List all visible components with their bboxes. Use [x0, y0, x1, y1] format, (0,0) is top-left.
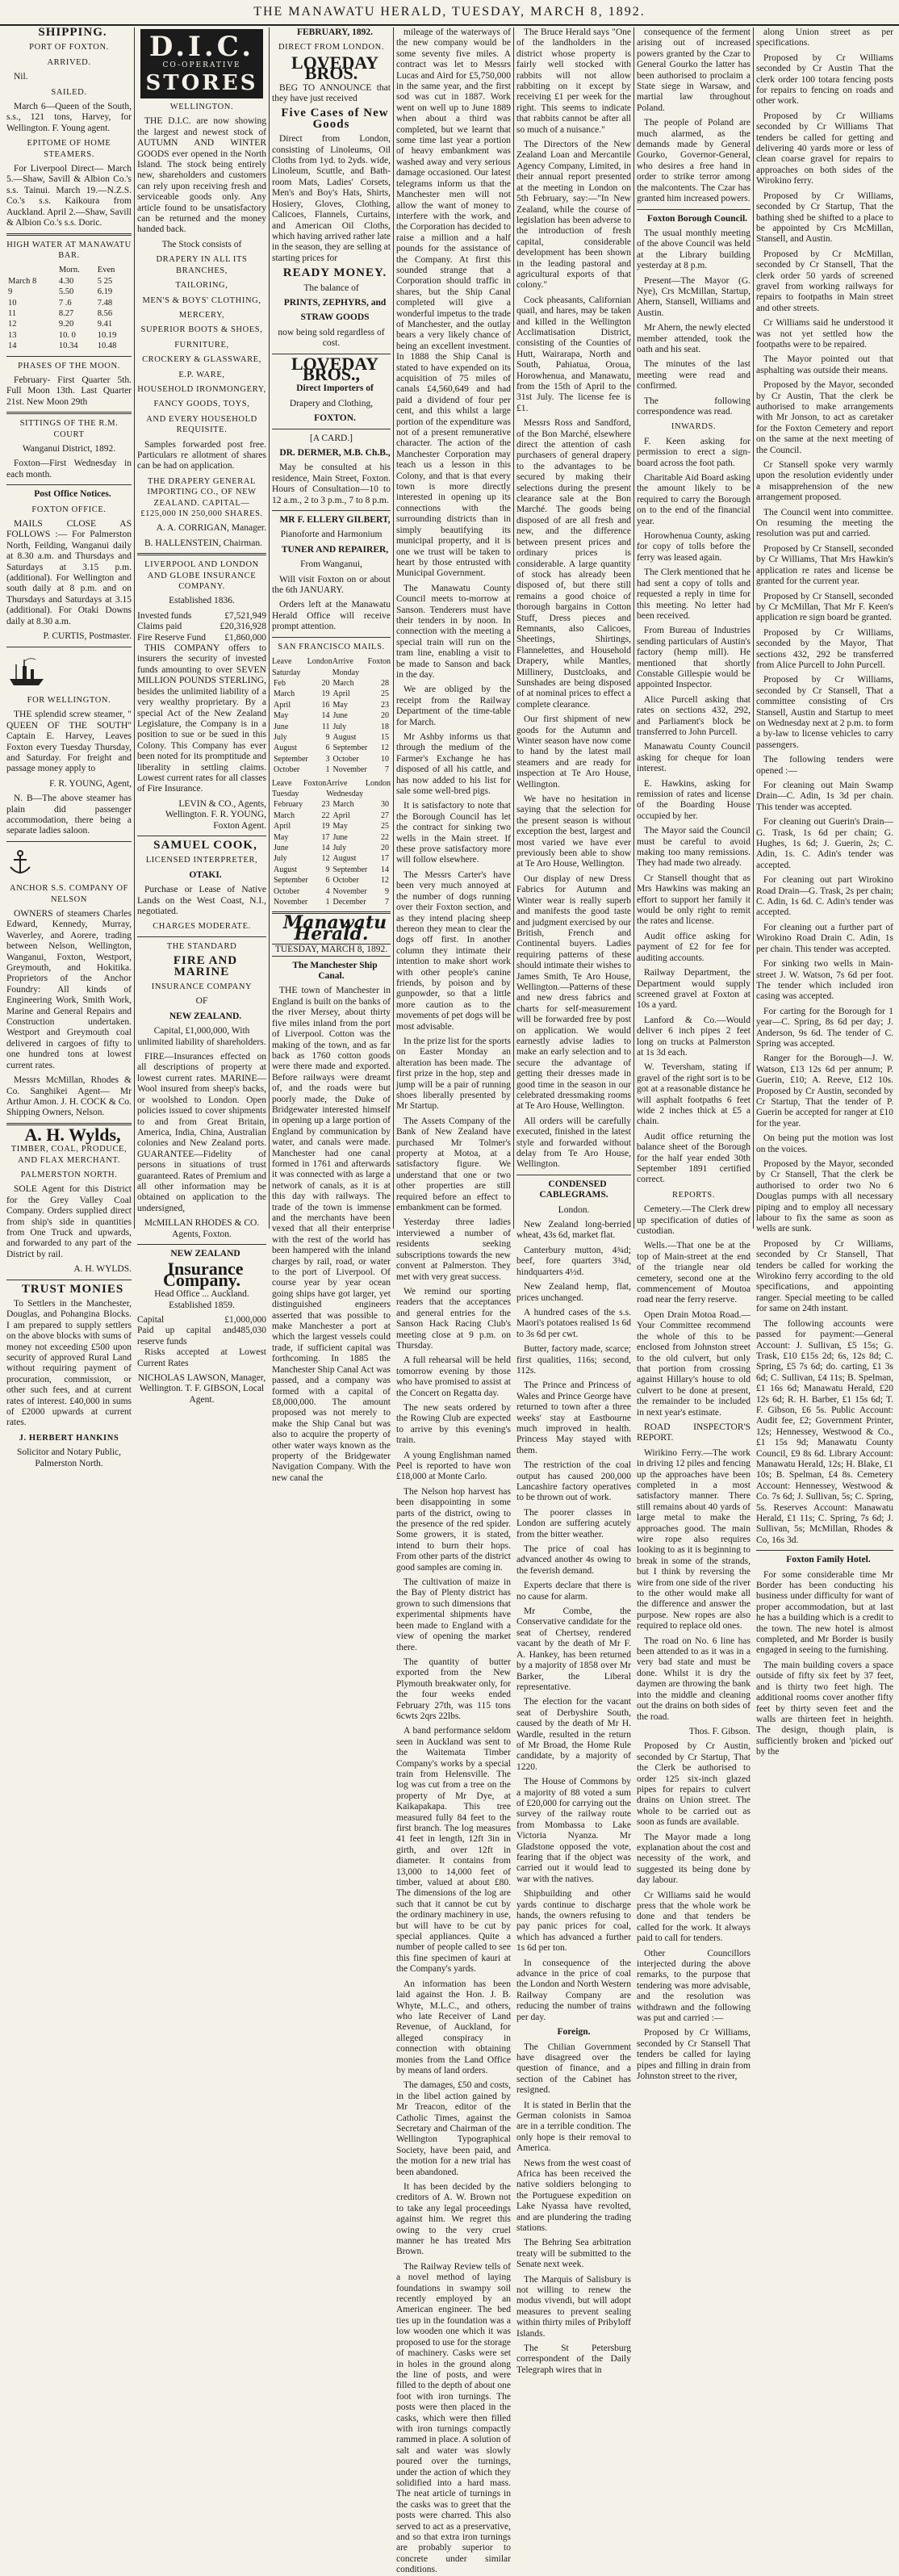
paragraph: Proposed by Cr Williams seconded by Cr Williams That tenders be called for getting and delivering 40 yards more or less of clean coarse gravel for repairs to approaches on both sides of the Wirokino ferry. [756, 111, 893, 186]
paragraph: Alice Purcell asking that rates on sections 432, 292, and Parliament's block be transferred to John Purcell. [637, 694, 751, 737]
table-row: October 1 November 7 [274, 765, 389, 775]
lpool-est: Established 1836. [169, 596, 235, 606]
table-row: June 14 July 20 [274, 844, 389, 852]
london-heading: London. [558, 1204, 590, 1215]
paragraph: Proposed by Cr Williams, seconded by Cr Stansell That tenders be called for laying pipes and filling in drain from Johnston street to the river, [637, 2028, 751, 2082]
paragraph: The quantity of butter exported from the New Plymouth breakwater only, for the four weeks ended February 27th, was 115 tons 6cwts 2qrs 22lbs. [396, 1657, 511, 1721]
list-item: FURNITURE, [174, 340, 229, 350]
paragraph: Mr Combe, the Conservative candidate for the seat of Chertsey, rendered vacant by the death of Mr F. A. Hankey, has been returned by a majority of 1858 over Mr Barker, the Liberal representative. [516, 1606, 631, 1692]
paragraph: Our first shipment of new goods for the Autumn and Winter season have now come to hand by the latest mail steamers and are ready for inspection at Te Aro House, Wellington. [516, 714, 631, 790]
trust-text: To Settlers in the Manchester, Douglas, and Pohangina Blocks. I am prepared to supply settlers on the above blocks with sums of money not exceeding £500 upon security of approved Rural Land without requiring payment of procuration, commission, or other such fees, and at current rates of interest. £40,000 in sums of £2000 upwards at current rates. [6, 1299, 132, 1428]
paragraph: Open Drain Motoa Road.—Your Committee recommend the whole of this to be enclosed from Johnston street to the old culvert, but only that portion from crossing against Hillary's house to old culvert to be done at present, the remainder to be included in next year's estimate. [637, 1309, 751, 1418]
table-row: March 8 4.30 5 25 [8, 276, 113, 286]
list-item: E.P. WARE, [178, 370, 225, 379]
list-item: MERCERY, [178, 310, 225, 320]
anchor-text: OWNERS of steamers Charles Edward, Kennedy, Murray, Waverley, and Aorere, trading between Nelson, Wellington, Wanganui, Foxton, Westport, Greymouth, and Hokitika. Proprietors of the Anchor Foundry: All kinds of Engineering Work, Smith Work, Marine and General Repairs and Construction undertaken. Westport and Greymouth coal delivered in cargoes of fifty to one hundred tons at lowest current rates. [6, 909, 132, 1070]
paragraph: The following tenders were opened :— [756, 755, 893, 776]
paragraph: Other Councillors interjected during the above remarks, to the purpose that tendering was more advisable, and the resolution was withdrawn and the following was put and carried :— [637, 1948, 751, 2024]
paragraph: It is stated in Berlin that the German colonists in Samoa are in a terrible condition. The only hope is their removal to America. [516, 2100, 631, 2154]
column-2 [137, 27, 266, 1405]
paragraph: From Bureau of Industries sending particulars of Austin's factory (hemp mill). He mentioned that shortly Constable Gillespie would be appointed Inspector. [637, 626, 751, 690]
wellington-nb: N. B—The above steamer has plain did passenger accommodation, there being a separate ladies saloon. [6, 794, 132, 836]
table-row: Feb 20 March 28 [274, 678, 389, 688]
steamers-heading: EPITOME OF HOME STEAMERS. [27, 139, 111, 159]
dic-chair: B. HALLENSTEIN, Chairman. [144, 538, 262, 548]
paragraph: The St Petersburg correspondent of the Daily Telegraph wires that in [516, 2344, 631, 2375]
paragraph: The Prince and Princess of Wales and Prince George have returned to town after a three weeks' stay at Eastbourne much improved in health. Princess May stayed with them. [516, 1380, 631, 1456]
paragraph: Butter, factory made, scarce; first qualities, 116s; second, 112s. [516, 1344, 631, 1376]
paragraph: along Union street as per specifications. [756, 27, 893, 48]
trust-heading: TRUST MONIES [21, 1282, 124, 1296]
herald-date: TUESDAY, MARCH 8, 1892. [272, 944, 391, 956]
arrived-label: ARRIVED. [47, 57, 91, 67]
table-row: June 11 July 18 [274, 722, 389, 731]
loveday-ready: READY MONEY. [282, 266, 387, 280]
column-5 [516, 27, 631, 2375]
paragraph: Audit office asking for payment of £2 for fee for auditing accounts. [637, 931, 751, 963]
paragraph: The Council went into committee. On resuming the meeting the resolution was put and carried. [756, 507, 893, 539]
paragraph: Railway Department, the Department would supply screened gravel at Foxton at 10s a yard. [637, 968, 751, 1011]
mails-heading: SAN FRANCISCO MAILS. [278, 642, 385, 651]
paragraph: For carting for the Borough for 1 year—C. Spring, 8s 6d per day; J. Anderson, 9s 6d. The tender of C. Spring was accepted. [756, 1006, 893, 1049]
paragraph: The Messrs Carter's have been very much annoyed at the number of dogs running over their Foxton section, and as they intend placing sheep thereon they mean to clear the dogs off first. In another column they intimate their intention to make short work with other people's canine friends, by poison and by gunpowder, so that a little more caution as to the movements of pet dogs will be most advisable. [396, 869, 511, 1032]
standard-heading-3: INSURANCE COMPANY [151, 982, 253, 992]
mails-table-2 [272, 799, 391, 907]
anchor-sign: Messrs McMillan, Rhodes & Co. Sanghikei Agent— Mr Arthur Amon. J. H. COCK & Co. Shipping Owners, Nelson. [6, 1075, 132, 1118]
table-row: Invested funds £7,521,949 [137, 610, 266, 621]
table-row: August 9 September 14 [274, 865, 389, 874]
loveday-straw: STRAW GOODS [300, 312, 370, 323]
mails-table-1 [272, 678, 391, 776]
paragraph: The usual monthly meeting of the above Council was held at the Library building yesterday at 8 p.m. [637, 228, 751, 271]
foreign-heading: Foreign. [557, 2027, 591, 2038]
paragraph: The cultivation of maize in the Bay of Plenty district has grown to such dimensions that experimental shipments have been made to England with a view of opening the market there. [396, 1577, 511, 1652]
paragraph: Shipbuilding and other yards continue to discharge hands, the owners refusing to pay panic prices for coal, which has advanced a further 1s 6d per ton. [516, 1889, 631, 1954]
ellery-sub: Pianoforte and Harmonium [280, 530, 383, 540]
paragraph: We remind our sporting readers that the acceptances and general entries for the Sanson Hack Racing Club's meeting close at 9 p.m. on Thursday. [396, 1286, 511, 1351]
moon-heading: PHASES OF THE MOON. [18, 361, 120, 371]
column-1 [6, 26, 132, 1468]
paragraph: The poorer classes in London are suffering acutely from the bitter weather. [516, 1507, 631, 1539]
steamers-text: For Liverpool Direct— March 5.—Shaw, Savill & Albion Co.'s s.s. Tainui. March 19.—N.Z.S. Co.'s s.s. Kaikoura from Auckland. April 2.—Shaw, Savill & Albion Co.'s s.s. Doric. [6, 164, 132, 228]
lpool-heading: LIVERPOOL AND LONDON AND GLOBE INSURANCE COMPANY. [144, 560, 259, 592]
dic-text: THE D.I.C. are now showing the largest and newest stock of AUTUMN AND WINTER GOODS ever opened in the North Island. The stock being entirely new, shareholders and customers can rely upon receiving fresh and serviceable goods only. Any article found to be unsatisfactory can be returned and the money handed back. [137, 116, 266, 235]
table-row: February 23 March 30 [274, 800, 389, 810]
column-6 [637, 27, 751, 2082]
loveday-cases: Five Cases of New Goods [281, 107, 389, 131]
paragraph: Canterbury mutton, 4¾d; beef, fore quarters 3¾d, hindquarters 4½d. [516, 1245, 631, 1277]
column-7 [756, 27, 893, 1757]
paragraph: Messrs Ross and Sandford, of the Bon Marché, elsewhere direct the attention of cash purchasers of general drapery to the advantages to be secured by making their selections during the present clearance sale at the Bon Marché. The goods being disposed of are all fresh and new, and the difference between present prices and ordinary prices is considerable. A large quantity of stock has already been disposed of, but there still remains a good choice of thorough bargains in Cotton Stuff, Dress pieces and Remnants, also Calicoes, Sheetings, Shirtings, Flannelettes, and Household Drapery, while Mantles, Millinery, Dustcloaks, and Sunshades are being disposed of at nominal prices to effect a complete clearance. [516, 418, 631, 710]
lpool-sign: LEVIN & CO., Agents, Wellington. F. R. YOUNG, Foxton Agent. [165, 798, 266, 831]
loveday-heading: LOVEDAY BROS. [291, 52, 378, 84]
paragraph: The Mayor made a long explanation about the cost and necessity of the work, and suggested its being done by day labour. [637, 1832, 751, 1886]
hankins-name: J. HERBERT HANKINS [19, 1433, 119, 1443]
table-row: 12 9.20 9.41 [8, 320, 113, 329]
paragraph: The damages, £50 and costs, in the libel action gained by Mr Treacon, editor of the Catholic Times, against the Secretary and Chairman of the Wellington Typographical Society, have been paid, and the motion for a new trial has been abandoned. [396, 2080, 511, 2177]
ellery-text: Will visit Foxton on or about the 6th JANUARY. [272, 574, 391, 596]
loveday2-town: FOXTON. [314, 413, 356, 424]
list-item: CROCKERY & GLASSWARE, [142, 355, 261, 365]
table-row: April 16 May 23 [274, 700, 389, 710]
po-sub: FOXTON OFFICE. [31, 505, 107, 514]
paragraph: For some considerable time Mr Border has been conducting his business under difficulty for want of proper accommodation, but at last he has a building which is a credit to the town. The new hotel is almost completed, and Mr Border is busily engaged in seeing to the furnishing. [756, 1569, 893, 1656]
paragraph: Lanford & Co.—Would deliver 6 inch pipes 2 feet long on trucks at Palmerston at 1s 3d each. [637, 1015, 751, 1058]
paragraph: The following correspondence was read. [637, 396, 751, 417]
paragraph: For cleaning out Main Swamp Drain—C. Adin, 1s 3d per chain. This tender was accepted. [756, 781, 893, 812]
steamer-icon [6, 655, 47, 689]
table-row: 11 8.27 8.56 [8, 308, 113, 318]
cook-heading: SAMUEL COOK, [153, 838, 257, 852]
paragraph: mileage of the waterways of the new company would be some seventy five miles. A contract was let to Messrs Lucas and Aird for £5,750,000 in the same year, and the first sod was cut in 1887. Work went on well up to June 1889 when about a third was completed, but we learnt that some time last year a portion of heavy embankment was washed away and very serious damage occasioned. Our latest telegrams inform us that the Manchester men will not allow the want of money to interfere with the work, and the Corporation has decided to raise a million and a half pounds for the assistance of the Company. At first this sounded strange that a Corporation should traffic in shares, but the Ship Canal completed will give a wonderful impetus to the trade of Manchester, and the outlay bears a very likely chance of being an excellent investment. In 1888 the Ship Canal is stated to have expended on its acquisition of 75 miles of canals £4,560,649 and had paid a dividend of four per cent, and this whilst a large portion of the expenditure was not of a present remunerative character. The action of the Manchester Corporation may teach us a lesson in this Colony, and that is that every town is more directly interested in opening up its connections with the surrounding districts than in simply beautifying its municipal property, and it is one we trust will be taken to heart by those entrusted with Municipal Government. [396, 27, 511, 579]
paragraph: Proposed by Cr Williams, seconded by Cr Stansell, That tenders be called for working the Wirokino ferry according to the old specifications, and appointing ranger. Special meeting to be called for same on 24th instant. [756, 1238, 893, 1314]
loveday2-trade: Drapery and Clothing, [289, 398, 374, 408]
paragraph: The Mayor said the Council must be careful to avoid making too many remissions. They had made two already. [637, 826, 751, 869]
council-heading: Foxton Borough Council. [646, 213, 748, 224]
direct-heading: DIRECT FROM LONDON. [278, 43, 385, 52]
tide-heading: HIGH WATER AT MANAWATU BAR. [6, 240, 132, 260]
hankins-sub: Solicitor and Notary Public, Palmerston North. [16, 1447, 122, 1468]
paragraph: Mr Ahern, the newly elected member attended, took the oath and his seat. [637, 323, 751, 354]
table-row: September 3 October 10 [274, 754, 389, 764]
paragraph: The Chilian Government have disagreed over the question of finance, and a section of the Cabinet has resigned. [516, 2042, 631, 2096]
table-row: July 12 August 17 [274, 854, 389, 864]
paragraph: A band performance seldom seen in Auckland was sent to the Waitemata Timber Company's works by a special train from Helensville. The log was cut from a tree on the property of Mr Dye, at Kaikapakapa. This tree measured fully 84 feet to the first branch. The log measures 41 feet in length, 12ft 3in in girth, and over 12ft in diameter. It contains from 13,000 to 14,000 feet of timber, valued at about £80. The dimensions of the log are such that it cannot be cut by the ordinary machinery in use, but will have to be cut by special appliances. Quite a number of people called to see this fine specimen of kauri at the Company's yards. [396, 1726, 511, 1975]
paragraph: Proposed by the Mayor, seconded by Cr Austin, That the clerk be authorised to make arrangements with Mr Jonson, to act as caretaker for the Foxton Cemetery and report on the same at the next meeting of the Council. [756, 380, 893, 455]
paragraph: Charitable Aid Board asking the amount likely to be required to carry the Borough on to the end of the financial year. [637, 473, 751, 526]
paragraph: The Nelson hop harvest has been disappointing in some parts of the district, owing to the presence of the red spider. Some growers, it is stated, intend to burn their hops. From other parts of the district good samples are coming in. [396, 1486, 511, 1573]
paragraph: We have no hesitation in saying that the selection for the present season is without exception the best, largest and most varied we have ever previously been able to show at Te Aro House, Wellington. [516, 794, 631, 869]
paragraph: New Zealand long-berried wheat, 43s 6d, market flat. [516, 1220, 631, 1241]
column-rule [134, 27, 135, 1229]
arrived-text: Nil. [14, 72, 28, 82]
column-3 [272, 27, 391, 1483]
table-row: Fire Reserve Fund £1,860,000 [137, 632, 266, 643]
standard-capital: Capital, £1,000,000, With unlimited liability of shareholders. [137, 1026, 266, 1047]
paragraph: For cleaning out Guerin's Drain—G. Trask, 1s 6d per chain; G. Hughes, 1s 6d; J. Guerin, 2s; C. Adin, 1s. C. Adin's tender was accepted. [756, 817, 893, 870]
dic-company: THE DRAPERY GENERAL IMPORTING CO., OF NEW ZEALAND. CAPITAL—£125,000 IN 250,000 SHARES. [140, 476, 263, 518]
table-row: March 22 April 27 [274, 810, 389, 820]
paragraph: We are obliged by the receipt from the Railway Department of the time-table for March. [396, 685, 511, 727]
paragraph: It is satisfactory to note that the Borough Council has let the contract for sinking two wells in the Main street. If these prove satisfactory more will follow elsewhere. [396, 801, 511, 865]
mails-header-1: Leave London Saturday Arrive Foxton Monday [272, 657, 391, 677]
paragraph: The House of Commons by a majority of 88 voted a sum of £20,000 for carrying out the survey of the railway route from Mombassa to Lake Victoria Nyanza. Mr Gladstone opposed the vote, fearing that if the object was carried out it would lead to war with the natives. [516, 1777, 631, 1884]
tide-table: Morn. Even March 8 4.30 5 25 9 5.50 6.19 10 7 .6 7.48 11 8.27 8.56 12 9.20 9.41 13 10. 0 10.19 14 10.34 10.48 [6, 265, 132, 351]
wylds-sign: A. H. WYLDS. [73, 1264, 132, 1275]
canal-text: THE town of Manchester in England is built on the banks of the river Mersey, about thirty five miles inland from the port of Liverpool. Cotton was the making of the town, and as far back as 1760 cotton goods were there made and exported. Before railways were dreamt of, and the roads were but poorly made, the Duke of Bridgewater interested himself in opening up a large portion of England by communication by water, and canals were made. Manchester had one canal formed in 1761 and afterwards it was connected with as large a network of canals, as it is at this day with railways. The trade of the town is immense and the merchants have been vexed that all their enterprise with the rest of the world has been hampered with the inland charges by rail, road, or water to the port of Liverpool. Of course year by year ocean going ships have got larger, yet distinguished engineers asserted that was possible to make Manchester a port at which the largest vessels could trade, if sufficient capital was forthcoming. In 1885 the Manchester Ship Canal Act was passed, and a company was formed with a capital of £8,000,000. The amount proposed was not merely to make the Ship Canal but was also to acquire the property of other water ways known as the property of the Bridgewater Navigation Company. With the new canal the [272, 986, 391, 1483]
canal-heading: The Manchester Ship Canal. [292, 960, 378, 982]
table-row: April 19 May 25 [274, 822, 389, 831]
wellington-sign: F. R. YOUNG, Agent, [49, 778, 132, 789]
table-row: May 14 June 20 [274, 711, 389, 721]
list-item: AND EVERY HOUSEHOLD REQUISITE. [146, 414, 257, 435]
dic-manager: A. A. CORRIGAN, Manager. [156, 523, 266, 534]
sailed-text: March 6—Queen of the South, s.s., 121 tons, Harvey, for Wellington. F. Young agent. [6, 102, 132, 133]
paragraph: For cleaning out a further part of Wirokino Road Drain C. Adin, 1s per chain. This tender was accepted. [756, 922, 893, 954]
sailed-label: SAILED. [51, 87, 87, 97]
paragraph: Audit office returning the balance sheet of the Borough for the half year ended 30th September 1891 certified correct. [637, 1131, 751, 1185]
table-row: Claims paid £20,316,928 [137, 622, 266, 632]
paragraph: Mr Ashby informs us that through the medium of the Farmer's Exchange he has disposed of all his cattle, and has now added to his list for sale some well-bred pigs. [396, 732, 511, 797]
po-heading: Post Office Notices. [34, 489, 111, 500]
table-row: November 1 December 7 [274, 898, 389, 907]
dic-logo: D.I.C. CO-OPERATIVE STORES [140, 29, 263, 98]
paragraph: A hundred cases of the s.s. Maori's potatoes realised 1s 6d to 3s 6d per cwt. [516, 1307, 631, 1339]
ellery-from: From Wanganui, [300, 559, 362, 570]
paragraph: F. Keen asking for permission to erect a sign-board across the foot path. [637, 436, 751, 468]
table-row: August 6 September 12 [274, 743, 389, 753]
paragraph: Present—The Mayor (G. Nye), Crs McMillan, Startup, Ahern, Stansell, Williams and Austin. [637, 275, 751, 318]
loveday-prints: PRINTS, ZEPHYRS, and [283, 297, 387, 308]
dic-samples: Samples forwarded post free. Particulars re allotment of shares can be had on application. [137, 439, 266, 471]
table-row: Capital £1,000,000 [137, 1315, 266, 1325]
paragraph: Proposed by Cr Williams, seconded by Cr Stansell, That a committee consisting of Crs Stansell, Austin and Startup to meet on Wednesday next at 2 p.m. to form a by-law to license vehicles to carry passengers. [756, 675, 893, 750]
paragraph: The following accounts were passed for payment:—General Account: J. Sullivan, £5 15s; G. Trask, £10 £15s 2d; 6s, 12s 8d; C. Spring, £5 7s 6d; do. carting, £1 3s 6d; C. Sullivan, £4 11s; B. Spelman, £1 16s 6d; Manawatu Herald, £20 12s 6d; R. H. Barber, £1 15s 6d; T. F. Gibson, £6 5s. Public Account: Audit fee, £2; Government Printer, 12s; Hennessey, Westwood & Co., £1 15s 9d; Manawatu County Council, £9 8s 6d. Library Account: Manawatu Herald, 12s; H. Blake, £1 10s; B. Spelman, £4 8s. Cemetery Account: Hennessey, Westwood & Co. 7s 6d; J. Sullivan, 5s; C. Spring, 5s. Reserves Account: Manawatu Herald, £1 11s; C. Spring, 7s 6d; J. Sullivan, 5s; McMillan, Rhodes & Co, 16s 3d. [756, 1318, 893, 1545]
paragraph: Cemetery.—The Clerk drew up specification of duties of custodian. [637, 1204, 751, 1237]
table-row: 13 10. 0 10.19 [8, 330, 117, 340]
paragraph: For sinking two wells in Main-street J. W. Watson, 7s 6d per foot. The tender which included iron casing was accepted. [756, 959, 893, 1002]
table-row: October 4 November 9 [274, 886, 389, 896]
lpool-text: THIS COMPANY offers to insurers the security of invested funds amounting to over SEVEN MILLION POUNDS STERLING, besides the unlimited liability of a very wealthy proprietary. By a special Act of the New Zealand Legislature, the Company is in a position to sue or be sued in this Colony. This Company has ever been noted for its promptitude and liberality in settling claims. Lowest current rates for all classes of Fire Insurance. [137, 643, 266, 794]
standard-heading: THE STANDARD [166, 941, 237, 951]
paragraph: An information has been laid against the Hon. J. B. Whyte, M.L.C., and others, who late Receiver of Land Revenue, of Auckland, for alleged conspiracy in connection with obtaining monies from the Land Office by means of land orders. [396, 1979, 511, 2075]
hotel-heading: Foxton Family Hotel. [786, 1555, 871, 1565]
card-label: [A CARD.] [309, 433, 353, 443]
wellington-text: THE splendid screw steamer, " QUEEN OF THE SOUTH" Captain E. Harvey, Leaves Foxton every Tuesday Thursday, and Saturday. For freight and passage money apply to [6, 710, 132, 774]
paragraph: The Manawatu County Council meets to-morrow at Sanson. Tenderers must have their tenders in by noon. In connection with the meeting a special train will run on the tram line, enabling a visit to be made to Sanson and back in the day. [396, 583, 511, 680]
paragraph: Cr Stansell thought that as Mrs Hawkins was making an effort to support her family it would be only right to remit the rates and license. [637, 873, 751, 927]
feb-heading: FEBRUARY, 1892. [296, 27, 374, 37]
anchor-heading: ANCHOR S.S. COMPANY OF NELSON [10, 884, 128, 904]
wylds-town: PALMERSTON NORTH. [20, 1170, 118, 1179]
moon-text: February- First Quarter 5th. Full Moon 13th. Last Quarter 21st. New Moon 29th [6, 375, 132, 407]
nzins-heading: NEW ZEALAND [170, 1248, 240, 1259]
list-item: HOUSEHOLD IRONMONGERY, [137, 384, 266, 394]
paragraph: Cock pheasants, Californian quail, and hares, may be taken and killed in the Wellington Acclimatisation District, consisting of the Counties of Hutt, Wairarapa, North and South, Pahiatua, Oroua, Horowhenua, and Manawatu, from the 15th of April to the 31st July. The license fee is £1. [516, 295, 631, 413]
column-rule [393, 27, 394, 1229]
paragraph: The Clerk mentioned that he had sent a copy of tolls and requested a reply in time for this meeting. No letter had been received. [637, 568, 751, 621]
paragraph: The new seats ordered by the Rowing Club are expected to arrive by this evening's train. [396, 1402, 511, 1446]
paragraph: All orders will be carefully executed, finished in the latest style and forwarded without delay from Te Aro House, Wellington. [516, 1116, 631, 1170]
standard-heading-2: FIRE AND MARINE [173, 954, 238, 978]
nzins-office: Head Office ... Auckland. Established 1859. [154, 1289, 249, 1310]
nzins-heading-2: Insurance Company. [163, 1259, 244, 1290]
loveday2-heading: LOVEDAY BROS., [291, 353, 378, 384]
paragraph: The Assets Company of the Bank of New Zealand have purchased Mr Tolmer's property at Motoa, at a satisfactory figure. We understand that one or two other properties are still required before an effect to embankment can be formed. [396, 1116, 511, 1213]
paragraph: Ranger for the Borough—J. W. Watson, £13 12s 6d per annum; P. Guerin, £10; A. Reeve, £12 10s. Proposed by Cr Austin, seconded by Cr Startup, That the tender of P. Guerin be accepted for ranger at £10 for the year. [756, 1053, 893, 1129]
paragraph: Cr Williams said he understood it was not yet settled how the footpaths were to be repaired. [756, 318, 893, 350]
list-item: TAILORING, [175, 281, 228, 291]
anchor-icon [6, 849, 34, 877]
cook-sub: LICENSED INTERPRETER, [145, 856, 258, 865]
paragraph: Proposed by Cr McMillan, seconded by Cr Stansell, That the clerk order 50 yards of screened gravel from working railways for repairs to footpaths in Main street and other streets. [756, 249, 893, 313]
inwards-heading: INWARDS. [671, 422, 717, 432]
court-sub: Wanganui District, 1892. [22, 444, 116, 454]
column-rule [269, 27, 270, 1229]
loveday-body: Direct from London, consisting of Linoleums, Oil Cloths from 1yd. to 2yds. wide, Linoleum, Scuttle, and Bath-room Mats, Ladies' Corsets, Men's and Boy's Hats, Shirts, Hosiery, Gloves, Clothing, Calicoes, Flannels, Curtains, and American Oil Cloths, which having arrived rather late in the season, they are selling at starting prices for [272, 134, 391, 263]
masthead: THE MANAWATU HERALD, TUESDAY, MARCH 8, 1892. [0, 5, 899, 26]
loveday-text: BEG TO ANNOUNCE that they have just received [272, 82, 391, 104]
court-heading: SITTINGS OF THE R.M. COURT [19, 419, 119, 439]
paragraph: Wirikino Ferry.—The work in driving 12 piles and fencing up the approaches have been completed in a most satisfactory manner. There still remains about 40 yards of large metal to make the approaches good. The main wire rope also requires looking to as it is beginning to break in some of the strands, but I think by reversing the wire from one side of the river to the other would make all the difference and answer the purpose. New ropes are also required to replace old ones. [637, 1447, 751, 1631]
paragraph: The Directors of the New Zealand Loan and Mercantile Agency Company, Limited, in their annual report presented at the meeting in London on 5th February, say:—"In New Zealand, while the course of legislation has been adverse to the introduction of fresh capital, considerable development has been shown in the leading pastoral and agricultural exports of that colony." [516, 140, 631, 291]
column-rule [633, 27, 634, 1229]
paragraph: Proposed by Cr Williams seconded by Cr Austin That the clerk order 100 totara fencing posts for repairs to fencing on roads and other work. [756, 52, 893, 107]
paragraph: A full rehearsal will be held tomorrow evening by those who have promised to assist at the Concert on Regatta day. [396, 1355, 511, 1398]
paragraph: W. Teversham, stating if gravel of the right sort is to be got at a reasonable distance he will asphalt footpaths 6 feet wide 2 inches thick at £5 a chain. [637, 1062, 751, 1127]
standard-sign: McMILLAN RHODES & CO. Agents, Foxton. [144, 1218, 260, 1239]
paragraph: Proposed by Cr Stansell, seconded by Cr McMillan, That Mr F. Keen's application re sign board be granted. [756, 591, 893, 623]
table-row: 14 10.34 10.48 [8, 341, 117, 351]
mails-header-2: Leave Foxton Tuesday Arrive London Wednesday [272, 778, 391, 798]
list-item: MEN'S & BOYS' CLOTHING, [142, 295, 261, 305]
paragraph: Experts declare that there is no cause for alarm. [516, 1581, 631, 1602]
paragraph: The main building covers a space outside of fifty six feet by 37 feet, and is thirty two feet high. The additional rooms cover another fifty feet by thirty seven feet and the walls are thirteen feet in heighth. The design, though plain, is sufficiently broken and 'picked out' by the [756, 1660, 893, 1757]
column-rule [513, 27, 514, 1229]
paragraph: In the prize list for the sports on Easter Monday an alteration has been made. The first prize in the hop, step and jump will be a pair of running shoes liberally presented by Mr Startup. [396, 1036, 511, 1112]
ellery-orders: Orders left at the Manawatu Herald Office will receive prompt attention. [272, 600, 391, 632]
nzins-text: Risks accepted at Lowest Current Rates [137, 1347, 266, 1368]
list-item: SUPERIOR BOOTS & SHOES, [140, 325, 263, 335]
loveday-balance: The balance of [303, 283, 359, 293]
cook-fee: CHARGES MODERATE. [153, 922, 251, 932]
cable-heading: CONDENSED CABLEGRAMS. [539, 1179, 608, 1200]
paragraph: E. Hawkins, asking for remission of rates and license of the Boarding House occupied by her. [637, 778, 751, 821]
paragraph: Proposed by Cr Austin, seconded by Cr Startup, That the Clerk be authorised to order 125 six-inch glazed pipes for repairs to culvert drains on Union street. The whole to be carried out as soon as funds are available. [637, 1741, 751, 1828]
paragraph: In consequence of the advance in the price of coal the London and North Western Railway Company are reducing the number of trains per day. [516, 1958, 631, 2022]
table-row: 9 5.50 6.19 [8, 287, 113, 297]
standard-of: OF [195, 996, 208, 1007]
paragraph: Proposed by Cr Stansell, seconded by Cr Williams, That Mrs Hawkin's application re rates and license be granted for the current year. [756, 543, 893, 587]
paragraph: For cleaning out part Wirokino Road Drain—G. Trask, 2s per chain; C. Adin, 1s 6d. C. Adin's tender was accepted. [756, 875, 893, 918]
table-row: Paid up capital and reserve funds 485,030 [137, 1326, 266, 1347]
paragraph: Manawatu County Council asking for cheque for loan interest. [637, 742, 751, 774]
table-row: September 6 October 12 [274, 876, 389, 886]
paragraph: The Behring Sea arbitration treaty will be submitted to the Senate next week. [516, 2238, 631, 2270]
paragraph: Proposed by Cr Williams, seconded by the Mayor, That sections 432, 292 be transferred from Alice Purcell to John Purcell. [756, 627, 893, 670]
loveday-now: now being sold regardless of cost. [278, 327, 385, 349]
nzins-sign: NICHOLAS LAWSON, Manager, Wellington. T. F. GIBSON, Local Agent. [137, 1373, 266, 1405]
cook-town: OTAKI. [189, 869, 222, 880]
table-row: March 19 April 25 [274, 689, 389, 699]
wylds-text: SOLE Agent for this District for the Grey Valley Coal Company. Orders supplied direct from ship's side in quantities from One Truck and upwards, and forwarded to any part of the District by rail. [6, 1184, 132, 1259]
paragraph: Yesterday three ladies interviewed a number of residents seeking subscriptions towards the new convent at Palmerston. They met with very great success. [396, 1217, 511, 1282]
paragraph: Cr Stansell spoke very warmly upon the resolution evidently under a misapprehension of the new arrangement proposed. [756, 460, 893, 503]
paragraph: Proposed by the Mayor, seconded by Cr Stansell, That the clerk be authorised to order two No 6 Douglas pumps with all necessary piping and to employ all necessary labour to fix the same as soon as wells are sunk. [756, 1159, 893, 1234]
paragraph: Proposed by Cr Williams, seconded by Cr Startup, That the bathing shed be shifted to a place to be appointed by Crs McMillan, Stansell, and Austin. [756, 191, 893, 245]
paragraph: It has been decided by the creditors of A. W. Brown not to take any legal proceedings against him. We regret this owing to the very cruel manner he has treated Mrs Brown. [396, 2182, 511, 2257]
paragraph: Horowhenua County, asking for copy of tolls before the ferry was leased again. [637, 531, 751, 563]
paragraph: News from the west coast of Africa has been received the native soldiers belonging to the Portuguese expedition on Lake Nyassa have revolted, and are plundering the trading stations. [516, 2158, 631, 2233]
paragraph: The election for the vacant seat of Derbyshire South, caused by the death of Mr H. Wardle, resulted in the return of Mr Broad, the Home Rule candidate, by a majority of 1220. [516, 1697, 631, 1772]
column-4 [396, 27, 511, 2575]
paragraph: Our display of new Dress Fabrics for Autumn and Winter wear is really superb and manifests the good taste and judgment exercised by our British, French and Continental buyers. Ladies requiring patterns of these should intimate their wishes to James Smith, Te Aro House, Wellington.—Patterns of these and new dress fabrics and charts for self-measurement will be forwarded free by post on application. We would earnestly advise ladies to make an early selection and to secure the advantage of getting their dresses made in good time in the season in our celebrated dressmaking rooms at Te Aro House, Wellington. [516, 873, 631, 1112]
cook-text: Purchase or Lease of Native Lands on the West Coast, N.I., negotiated. [137, 885, 266, 916]
paragraph: The people of Poland are much alarmed, as the demands made by General Gourko, Governor-General, who desires a free hand in order to strike terror among the malcontents. The Czar has granted him increased powers. [637, 118, 751, 204]
table-row: May 17 June 22 [274, 832, 389, 842]
court-text: Foxton—First Wednesday in each month. [6, 459, 132, 480]
paragraph: The Bruce Herald says "One of the landholders in the district whose property is fairly well stocked with rabbits will not allow rabbiting on it except by receiving £1 per week for the right. This seems to indicate that rabbits cannot be after all so much of a nuisance." [516, 27, 631, 135]
reports-heading: REPORTS. [672, 1190, 715, 1200]
port-heading: PORT OF FOXTON. [29, 43, 109, 52]
paragraph: The minutes of the last meeting were read and confirmed. [637, 359, 751, 392]
dic-city: WELLINGTON. [169, 103, 234, 111]
paragraph: A young Englishman named Peel is reported to have won £18,000 at Monte Carlo. [396, 1450, 511, 1482]
list-item: DRAPERY IN ALL ITS BRANCHES, [156, 255, 248, 275]
paragraph: The price of coal has advanced another 4s owing to the feverish demand. [516, 1544, 631, 1576]
paragraph: The Marquis of Salisbury is not willing to renew the modus vivendi, but will adopt measures to prevent sealing within thirty miles of Pribyloff Islands. [516, 2274, 631, 2339]
paragraph: On being put the motion was lost on the voices. [756, 1133, 893, 1154]
table-row: July 9 August 15 [274, 732, 389, 742]
paragraph: The restriction of the coal output has caused 200,000 Lancashire factory operatives to be thrown out of work. [516, 1460, 631, 1503]
paragraph: The Mayor pointed out that asphalting was outside their means. [756, 354, 893, 375]
standard-nz: NEW ZEALAND. [169, 1011, 242, 1021]
paragraph: New Zealand hemp, flat, prices unchanged. [516, 1282, 631, 1303]
wylds-heading: A. H. Wylds, [24, 1124, 121, 1145]
paragraph: The Railway Review tells of a novel method of laying foundations in swampy soil recently employed by an American engineer. The bed ties up in the foundation was a low wooden one which it was proposed to use for the storage of machinery. Casks were set in holes in the ground along the line of posts, and were filled to the depth of about one foot with iron turnings. The posts were then placed in the casks, which were then filled with iron turnings compactly rammed in place. A solution of salt and water was slowly poured over the turnings, under the action of which they solidified into a hard mass. The neat article of turnings in the casks was to greet that the posts were charred. This also served to act as a preservative, and so that extra iron turnings are probably superior to concrete under similar conditions. [396, 2261, 511, 2575]
wellington-heading: FOR WELLINGTON. [27, 695, 111, 705]
paragraph: consequence of the ferment arising out of increased powers granted by the Czar to General Gourko the latter has been authorised to proclaim a State siege in Warsaw, and martial law throughout Poland. [637, 27, 751, 113]
herald-title: Manawatu Herald. [282, 912, 387, 945]
dic-stock: The Stock consists of [161, 239, 242, 249]
shipping-heading: SHIPPING. [38, 26, 107, 39]
po-sign: P. CURTIS, Postmaster. [43, 631, 132, 642]
paragraph: The road on No. 6 line has been attended to as it was in a very bad state and must be done. Whilst it is dry the daymen are throwing the bank into the middle and cleaning out the drains on both sides of the road. [637, 1636, 751, 1722]
dermer-text: May be consulted at his residence, Main Street, Foxton. Hours of Consultation—10 to 12 a.m., 2 to 3 p.m., 7 to 8 p.m. [272, 463, 391, 505]
paragraph: Wells.—That one be at the top of Main-street at the end of the triangle near old cemetery, second one at the commencement of Moutoa road near the ferry reserve. [637, 1241, 751, 1305]
divider [6, 233, 132, 236]
po-text: MAILS CLOSE AS FOLLOWS :— For Palmerston North, Feilding, Wanganui daily at 8.30 a.m. and Thursdays and Saturdays at 3.15 p.m. (additional). For Wellington and south daily at 8 p.m. and on Thursdays and Saturdays at 3.15 (additional). For Otaki Downs daily at 8.30 a.m. [6, 519, 132, 626]
list-item: FANCY GOODS, TOYS, [153, 400, 250, 409]
standard-text: FIRE—Insurances effected on all descriptions of property at lowest current rates. MARINE—Wool insured from sheep's backs, or woolshed to London. Open policies issued to cover shipments to and from Great Britain, America, India, China, Australian colonies and New Zealand ports. GUARANTEE—Fidelity of persons in situations of trust guaranteed. Rates of Premium and all other information may be obtained on application to the undersigned, [137, 1052, 266, 1213]
signature: Thos. F. Gibson. [688, 1726, 751, 1736]
table-row: 10 7 .6 7.48 [8, 298, 113, 308]
ellery-heading: MR F. ELLERY GILBERT, [279, 515, 391, 526]
paragraph: Cr Williams said he would press that the whole work be done and that tenders be called for the work. It always paid to call for tenders. [637, 1890, 751, 1944]
column-rule [753, 27, 754, 1229]
paragraph: ROAD INSPECTOR'S REPORT. [637, 1422, 751, 1443]
loveday2-sub: Direct Importers of [296, 383, 374, 394]
wylds-trade: TIMBER, COAL, PRODUCE, AND FLAX MERCHANT. [10, 1145, 128, 1165]
dermer-heading: DR. DERMER, M.B. Ch.B., [279, 448, 391, 458]
ellery-tuner: TUNER AND REPAIRER, [281, 544, 389, 555]
